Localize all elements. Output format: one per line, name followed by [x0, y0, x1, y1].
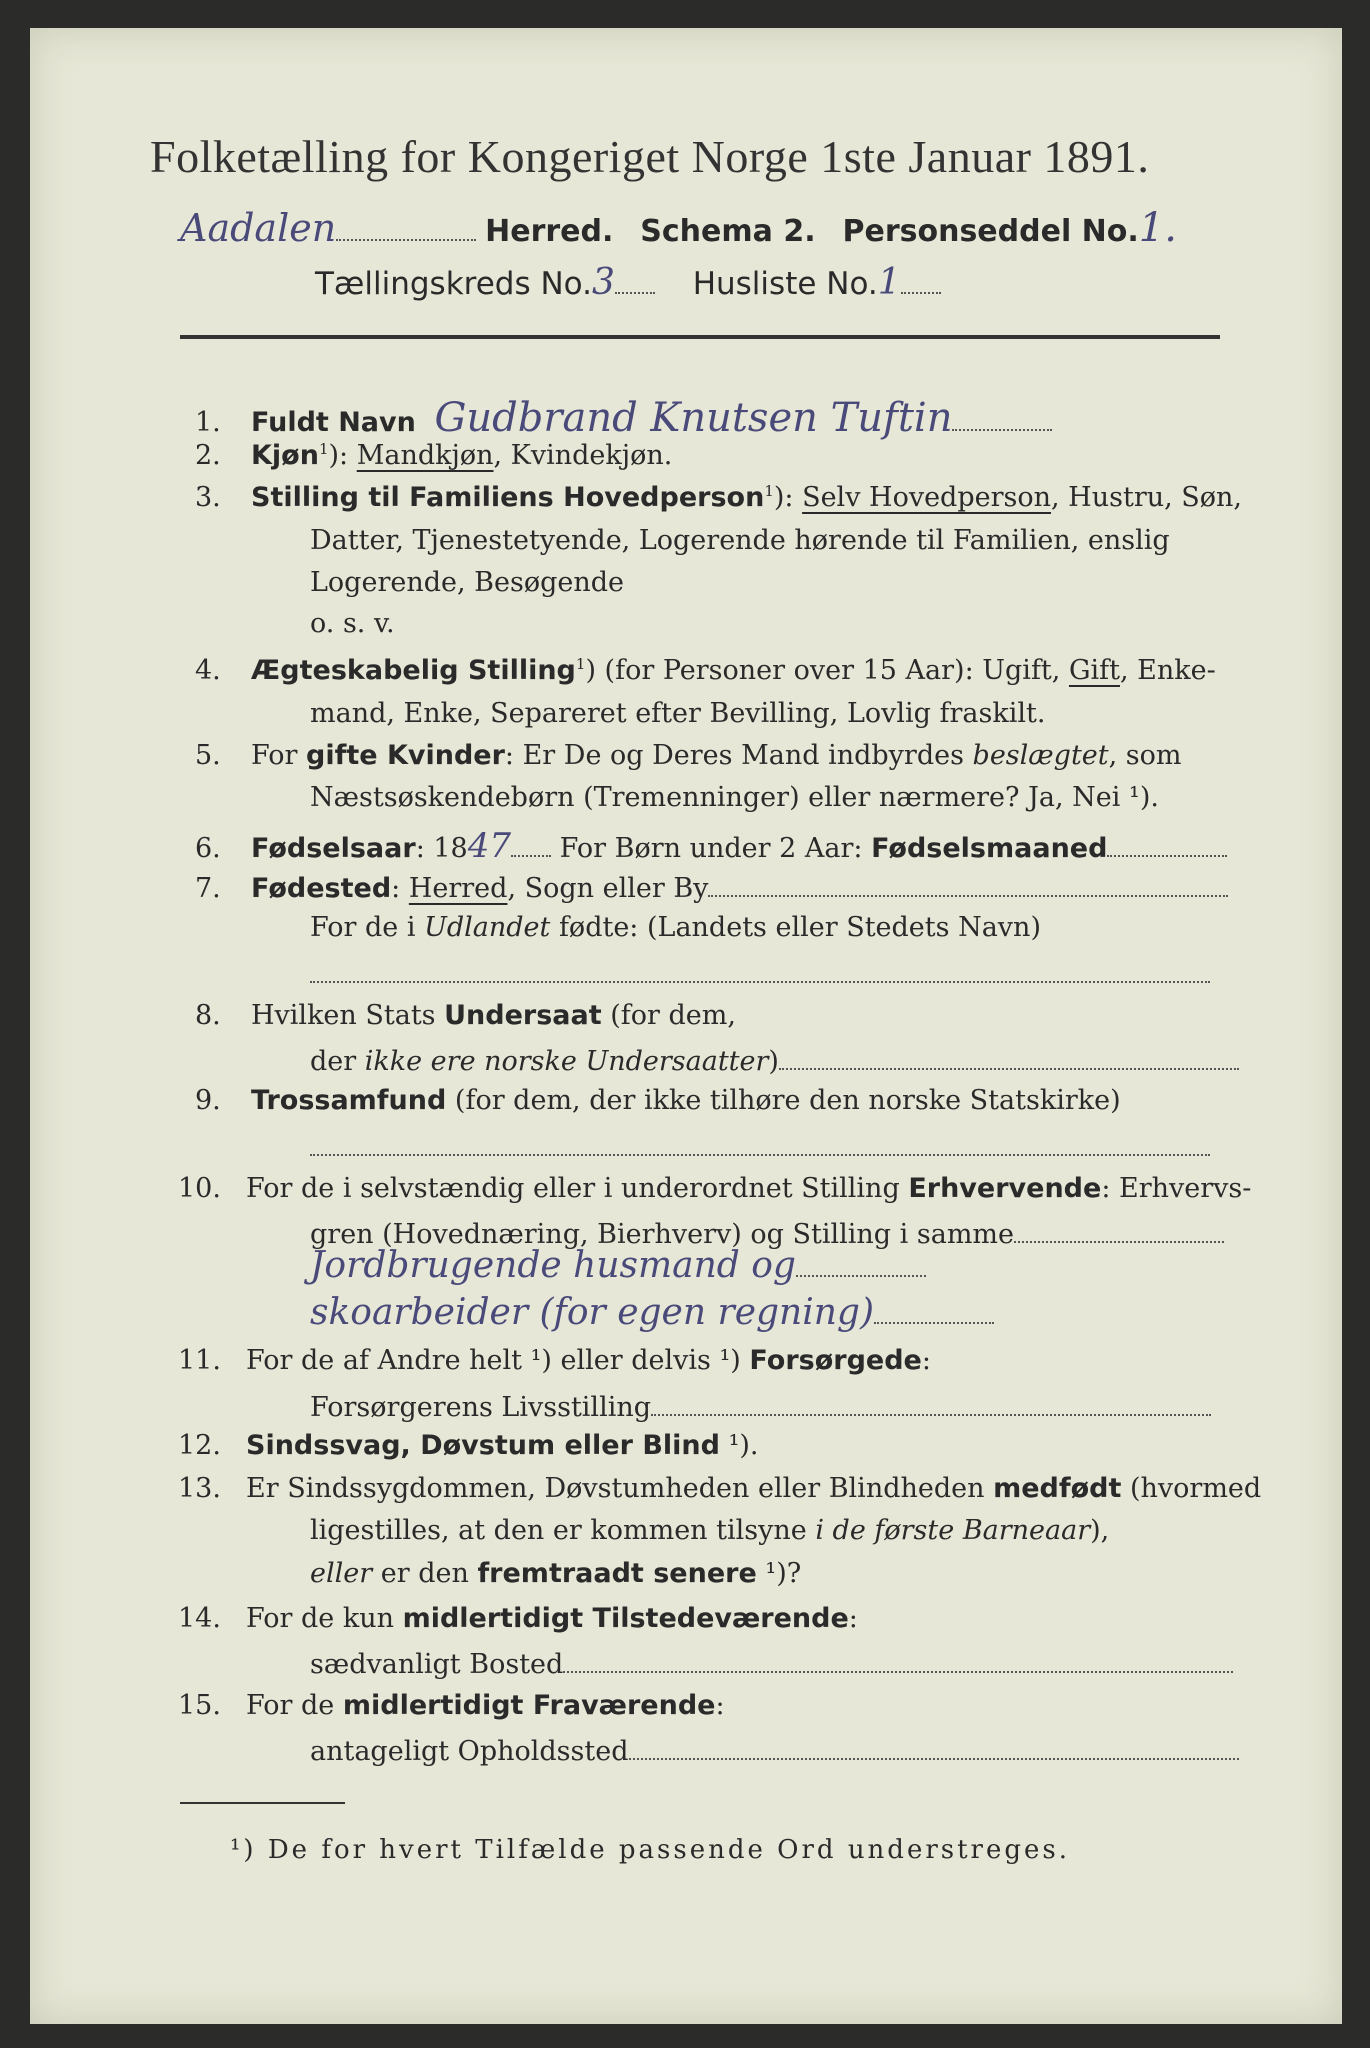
footnote: ¹) De for hvert Tilfælde passende Ord understreges.	[230, 1835, 1071, 1865]
item-9-label: Trossamfund	[251, 1085, 447, 1116]
personseddel-label: Personseddel No.	[842, 214, 1139, 249]
item-8: 8. Hvilken Stats Undersaat (for dem,	[195, 1000, 736, 1031]
item-7-line2: For de i Udlandet fødte: (Landets eller Stedets Navn)	[310, 912, 1041, 943]
item-11-label: Forsørgede	[749, 1345, 922, 1376]
full-name-value: Gudbrand Knutsen Tuftin	[434, 395, 953, 441]
marital-selected: Gift	[1068, 655, 1120, 686]
occupation-value-2: skoarbeider (for egen regning)	[310, 1292, 875, 1333]
form-title: Folketælling for Kongeriget Norge 1ste Januar 1891.	[150, 131, 1150, 182]
footnote-rule	[180, 1802, 345, 1804]
item-13-line2: ligestilles, at den er kommen tilsyne i de første Barneaar),	[310, 1515, 1110, 1546]
item-15-line2: antageligt Opholdssted	[310, 1732, 1239, 1767]
item-11-line2: Forsørgerens Livsstilling	[310, 1388, 1211, 1423]
item-8-label: Undersaat	[444, 1000, 602, 1031]
item-10-label: Erhvervende	[908, 1173, 1102, 1204]
item-4: 4. Ægteskabelig Stilling$^1$) (for Personer over 15 Aar): Ugift, Gift, Enke-	[195, 655, 1216, 686]
item-15: 15. For de midlertidigt Fraværende:	[178, 1690, 725, 1721]
item-1-label: Fuldt Navn	[251, 407, 416, 438]
item-2: 2. Kjøn$^1$): Mandkjøn, Kvindekjøn.	[195, 440, 673, 471]
item-3-line3: Logerende, Besøgende	[310, 567, 624, 598]
kreds-value: 3	[591, 262, 615, 303]
item-11: 11. For de af Andre helt ¹) eller delvis ¹) Forsørgede:	[178, 1345, 931, 1376]
husliste-label: Husliste No.	[692, 266, 878, 302]
item-3-line2: Datter, Tjenestetyende, Logerende hørende til Familien, enslig	[310, 525, 1170, 556]
item-9: 9. Trossamfund (for dem, der ikke tilhøre den norske Statskirke)	[195, 1085, 1121, 1116]
item-15-label: midlertidigt Fraværende	[342, 1690, 716, 1721]
item-14-label: midlertidigt Tilstedeværende	[402, 1603, 849, 1634]
item-3-line4: o. s. v.	[310, 608, 395, 639]
birthplace-selected: Herred	[408, 873, 508, 904]
item-3: 3. Stilling til Familiens Hovedperson$^1$): Selv Hovedperson, Hustru, Søn,	[195, 482, 1243, 513]
item-6-label: Fødselsaar	[251, 833, 416, 864]
kreds-label: Tællingskreds No.	[315, 266, 592, 302]
item-5-label: gifte Kvinder	[306, 740, 505, 771]
herred-value: Aadalen	[180, 206, 337, 250]
header-line-kreds	[315, 262, 941, 303]
birth-year-value: 47	[467, 826, 512, 866]
item-2-label: Kjøn	[251, 440, 319, 471]
item-14: 14. For de kun midlertidigt Tilstedeværende:	[178, 1603, 858, 1634]
husliste-value: 1	[877, 262, 901, 303]
herred-label: Herred.	[485, 214, 614, 249]
item-10: 10. For de i selvstændig eller i underordnet Stilling Erhvervende: Erhvervs-	[178, 1173, 1252, 1204]
item-13-label: medfødt	[993, 1473, 1122, 1504]
item-12: 12. Sindssvag, Døvstum eller Blind ¹).	[178, 1430, 759, 1461]
item-12-label: Sindssvag, Døvstum eller Blind	[246, 1430, 720, 1461]
occupation-value-1: Jordbrugende husmand og	[310, 1245, 796, 1286]
item-5-line2: Næstsøskendebørn (Tremenninger) eller nærmere? Ja, Nei ¹).	[310, 782, 1159, 813]
header-rule	[180, 335, 1220, 339]
item-13: 13. Er Sindssygdommen, Døvstumheden eller Blindheden medfødt (hvormed	[178, 1473, 1262, 1504]
item-10-line2: gren (Hovednæring, Bierhverv) og Stilling i samme	[310, 1215, 1224, 1250]
item-5: 5. For gifte Kvinder: Er De og Deres Mand indbyrdes beslægtet, som	[195, 740, 1182, 771]
position-selected: Selv Hovedperson	[802, 482, 1052, 513]
header-line-herred	[180, 205, 1177, 251]
schema-label: Schema 2.	[640, 214, 816, 249]
item-4-label: Ægteskabelig Stilling	[251, 655, 576, 686]
item-3-label: Stilling til Familiens Hovedperson	[251, 482, 765, 513]
item-13-line3: eller er den fremtraadt senere ¹)?	[310, 1558, 802, 1589]
item-14-line2: sædvanligt Bosted	[310, 1645, 1233, 1680]
item-7: 7. Fødested: Herred, Sogn eller By	[195, 869, 1228, 904]
item-7-label: Fødested	[251, 873, 392, 904]
item-1: 1. Fuldt Navn Gudbrand Knutsen Tuftin	[195, 395, 1052, 441]
item-4-line2: mand, Enke, Separeret efter Bevilling, Lovlig fraskilt.	[310, 698, 1046, 729]
personseddel-value: 1.	[1138, 205, 1177, 251]
item-8-line2: der ikke ere norske Undersaatter)	[310, 1042, 1239, 1077]
gender-selected: Mandkjøn	[356, 440, 494, 471]
item-6: 6. Fødselsaar: 1847 For Børn under 2 Aar: Fødselsmaaned	[195, 826, 1227, 866]
